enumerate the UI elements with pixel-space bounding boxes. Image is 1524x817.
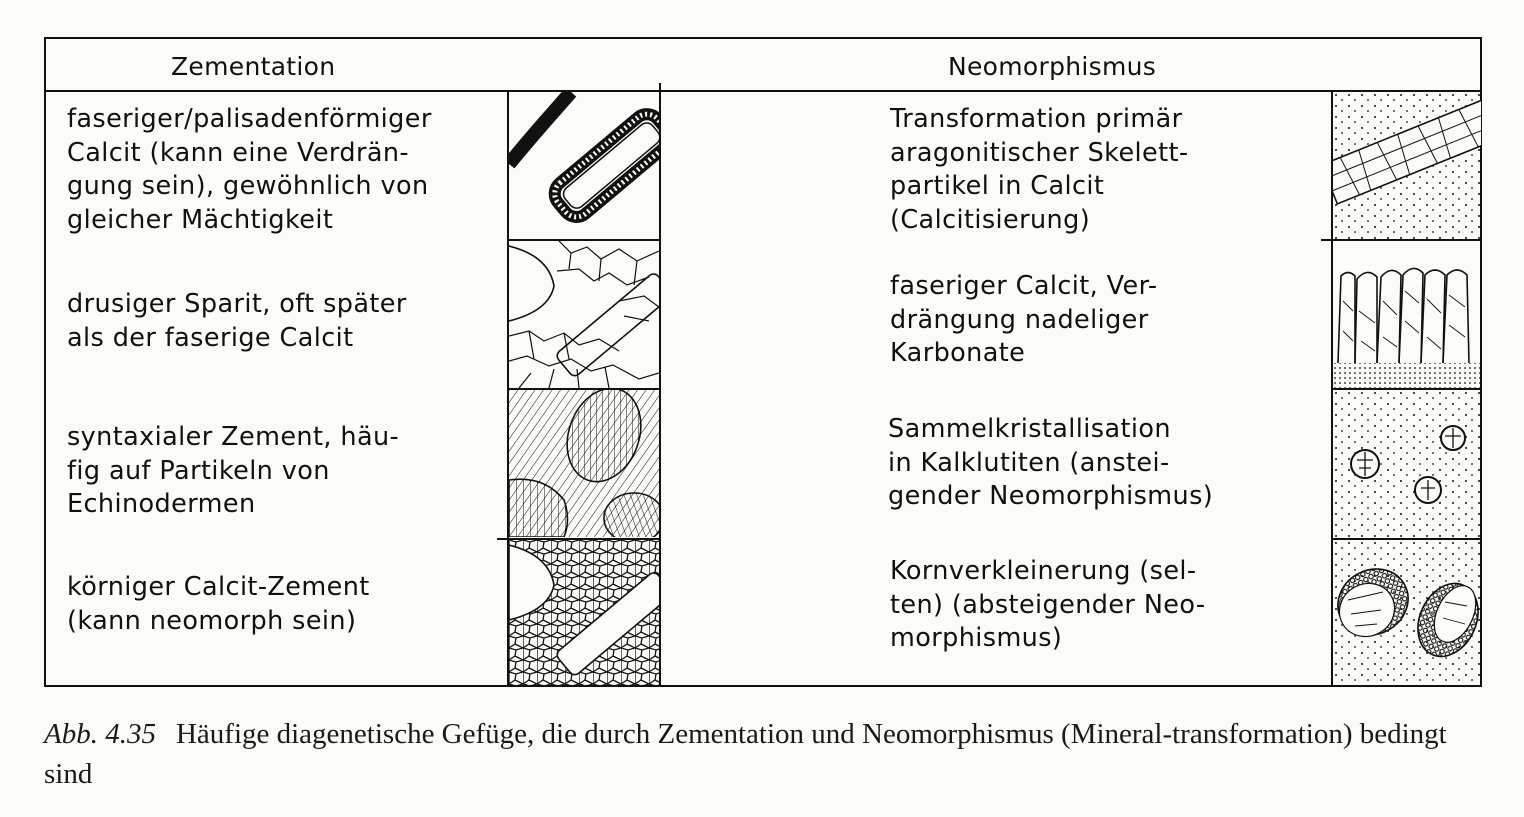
- right-row-2-text: faseriger Calcit, Ver- drängung nadeliger Karbonate: [890, 271, 1158, 368]
- left-row-1-text: faseriger/palisadenförmiger Calcit (kann eine Verdrän- gung sein), gewöhnlich von gleicher Mächtigkeit: [67, 104, 432, 235]
- syntaxial-cement-pattern: [509, 390, 659, 537]
- left-row-3-text: syntaxialer Zement, häu- fig auf Partikeln von Echinodermen: [67, 422, 400, 519]
- header-divider: [44, 90, 1482, 92]
- figure-caption: [44, 714, 1484, 794]
- fibrous-palisade-cement-pattern: [509, 92, 659, 239]
- right-row-1-text: Transformation primär aragonitischer Skelett- partikel in Calcit (Calcitisierung): [890, 104, 1189, 235]
- figure-label: Abb. 4.35: [44, 718, 156, 750]
- right-row-3-text: Sammelkristallisation in Kalklutiten (anstei- gender Neomorphismus): [888, 414, 1214, 511]
- left-row-4-text: körniger Calcit-Zement (kann neomorph sein): [67, 572, 370, 636]
- granular-cement-pattern: [509, 540, 659, 687]
- calcitized-skeletal-particle-pattern: [1333, 92, 1481, 239]
- left-row-2-text: drusiger Sparit, oft später als der faserige Calcit: [67, 289, 407, 353]
- header-neomorphismus: Neomorphismus: [948, 52, 1157, 81]
- drusy-spar-pattern: [509, 241, 659, 388]
- center-column-divider: [659, 83, 661, 687]
- right-row-4-text: Kornverkleinerung (sel- ten) (absteigender Neo- morphismus): [890, 556, 1206, 653]
- fibrous-calcite-replacement-pattern: [1333, 241, 1481, 388]
- caption-text: Häufige diagenetische Gefüge, die durch Zementation und Neomorphismus (Mineral-transformation) bedingt sind: [44, 718, 1447, 790]
- header-zementation: Zementation: [171, 52, 336, 81]
- degrading-neomorphism-pattern: [1333, 540, 1481, 687]
- aggrading-neomorphism-pattern: [1333, 390, 1481, 537]
